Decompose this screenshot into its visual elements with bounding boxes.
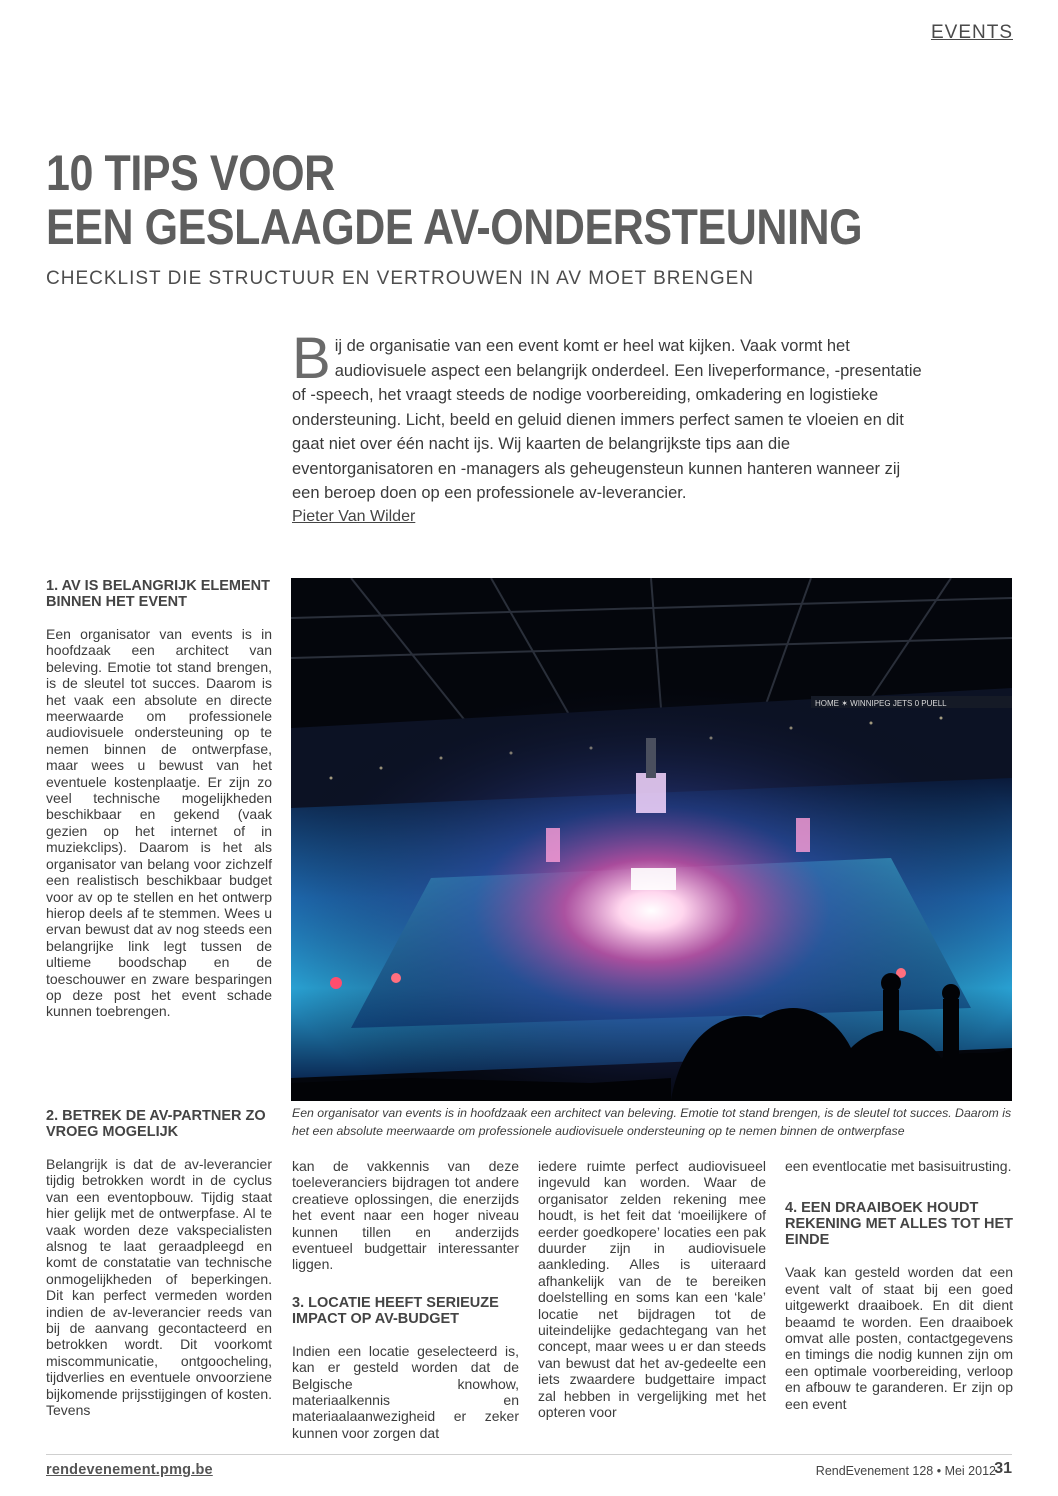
section-1	[46, 578, 272, 1020]
article-intro	[292, 326, 932, 506]
section-2-heading: 2. BETREK DE AV-PARTNER ZO VROEG MOGELIJK	[46, 1108, 266, 1140]
intro-text: ij de organisatie van een event komt er heel wat kijken. Vaak vormt het audiovisuele aspect een belangrijk onderdeel. Een liveperformance, -presentatie of -speech, het vraagt steeds de nodige voorbereiding, omkadering en logistieke ondersteuning. Licht, beeld en geluid dienen immers perfect samen te vloeien en dit gaat niet over één nacht ijs. Wij kaarten de belangrijkste tips aan die eventorganisatoren en -managers als geheugensteun kunnen hanteren wanneer zij een beroep doen op een professionele av-leverancier.	[292, 337, 922, 502]
column-3	[538, 1158, 766, 1421]
section-3-end	[785, 1158, 1013, 1174]
section-3-end-text: een eventlocatie met basisuitrusting.	[785, 1158, 1012, 1174]
section-1-text: Een organisator van events is in hoofdzaak een architect van beleving. Emotie tot stand brengen, is de sleutel tot succes. Daarom is het vaak een absolute en directe meerwaarde om professionele audiovisuele ondersteuning op te nemen binnen de ontwerpfase, maar wees u bewust van het eventuele kostenplaatje. Er zijn zo veel technische mogelijkheden beschikbaar en gekend (vaak gezien op het internet of in muziekclips). Daarom is het als organisator van belang voor zichzelf een realistisch beschikbaar budget voor av op te stellen en het ontwerp hierop deels af te stemmen. Wees u ervan bewust dat av nog steeds een belangrijke link legt tussen de ultieme boodschap en de toeschouwer en zware besparingen op deze post het event schade kunnen toebrengen.	[46, 626, 272, 1020]
section-3-body	[292, 1343, 519, 1441]
title-line-2: EEN GESLAAGDE AV-ONDERSTEUNING	[46, 199, 863, 255]
concert-arena-photo	[291, 578, 1012, 1101]
section-2-text: Belangrijk is dat de av-leverancier tijdig betrokken wordt in de cyclus van een eventopbouw. Tijdig staat hier gelijk met de ontwerpfase. Al te vaak worden deze vakspecialisten alsnog te laat geraadpleegd en komt de constatatie van technische onmogelijkheden of beperkingen. Dit kan perfect vermeden worden indien de av-leverancier reeds van bij de aanvang gecontacteerd en betrokken wordt. Dit voorkomt miscommunicatie, ontgoocheling, tijdverlies en eventuele onvoorziene bijkomende prijsstijgingen of kosten. Tevens	[46, 1156, 272, 1419]
section-1-heading: 1. AV IS BELANGRIJK ELEMENT BINNEN HET EVENT	[46, 578, 270, 610]
section-1-body	[46, 626, 272, 1020]
section-3-heading: 3. LOCATIE HEEFT SERIEUZE IMPACT OP AV-BUDGET	[292, 1294, 499, 1327]
page-number: 31	[994, 1460, 1012, 1477]
section-3-text: Indien een locatie geselecteerd is, kan er gesteld worden dat de Belgische knowhow, materiaalkennis en materiaalaanwezigheid er zeker kunnen voor zorgen dat	[292, 1342, 519, 1441]
column-4	[785, 1158, 1013, 1412]
footer-divider	[46, 1454, 1012, 1455]
section-tag[interactable]: EVENTS	[930, 22, 1013, 43]
article-subtitle: CHECKLIST DIE STRUCTUUR EN VERTROUWEN IN AV MOET BRENGEN	[46, 268, 755, 289]
concert-arena-illustration	[291, 578, 1012, 1101]
section-3-continued-text: iedere ruimte perfect audiovisueel ingevuld kan worden. Waar de organisator zelden rekening mee houdt, is het feit dat ‘moeilijkere of eerder goedkopere’ locaties een pak duurder zijn in audiovisuele aankleding. Alles is uiteraard afhankelijk van de te bereiken doelstelling en soms kan een ‘kale’ locatie net bijdragen tot de uiteindelijke gedachtegang van het concept, maar wees u er dan steeds van bewust dat het av-gedeelte een iets zwaardere budgettaire impact zal hebben in vergelijking met het opteren voor	[538, 1158, 766, 1421]
footer-issue-info: RendEvenement 128 • Mei 2012	[815, 1464, 996, 1478]
section-4-heading: 4. EEN DRAAIBOEK HOUDT REKENING MET ALLES TOT HET EINDE	[785, 1200, 1013, 1249]
footer-website-link[interactable]: rendevenement.pmg.be	[46, 1462, 213, 1478]
section-2-continued-text: kan de vakkennis van deze toeleveranciers bijdragen tot andere creatieve oplossingen, die enerzijds het event naar een hoger niveau kunnen tillen en anderzijds eventueel budgettair interessanter liggen.	[292, 1158, 519, 1273]
section-2	[46, 1108, 272, 1419]
title-line-1: 10 TIPS VOOR	[46, 145, 335, 201]
section-3-continued	[538, 1158, 766, 1421]
section-4-text: Vaak kan gesteld worden dat een event valt of staat bij een goed uitgewerkt draaiboek. En dit dient beaamd te worden. Een draaiboek omvat alle posten, contactgegevens en timings die nodig kunnen zijn om een optimale voorbereiding, verloop en afbouw te garanderen. Er zijn op een event	[785, 1264, 1013, 1412]
article-title	[46, 146, 862, 254]
photo-caption: Een organisator van events is in hoofdzaak een architect van beleving. Emotie tot stand brengen, is de sleutel tot succes. Daarom is het een absolute meerwaarde om professionele audiovisuele ondersteuning op te nemen binnen de ontwerpfase	[292, 1106, 1012, 1138]
section-4-body	[785, 1264, 1013, 1412]
author-byline[interactable]: Pieter Van Wilder	[292, 508, 416, 525]
column-2	[292, 1158, 519, 1441]
section-2-continued	[292, 1158, 519, 1273]
section-2-body	[46, 1156, 272, 1419]
intro-dropcap: B	[292, 326, 331, 391]
